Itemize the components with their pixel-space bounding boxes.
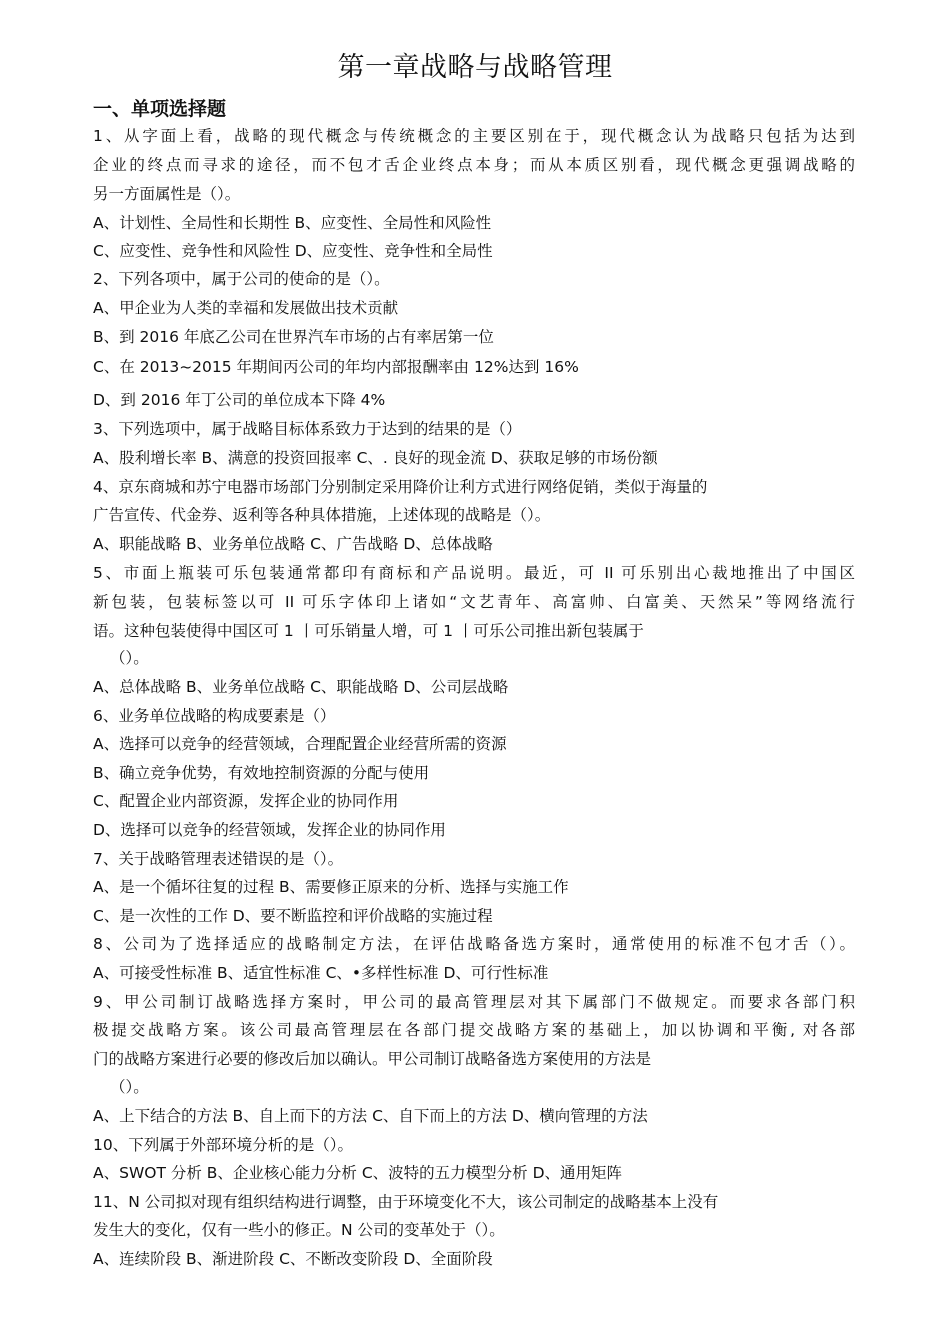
question-text: 7、关于战略管理表述错误的是（）。: [93, 850, 344, 868]
question-text: 11、N 公司拟对现有组织结构进行调整，由于环境变化不大，该公司制定的战略基本上没有: [93, 1193, 719, 1211]
answer-option: B、确立竞争优势，有效地控制资源的分配与使用: [93, 764, 430, 782]
question-text: 发生大的变化，仅有一些小的修正。N 公司的变革处于（）。: [93, 1221, 505, 1239]
question-text: 极提交战略方案。该公司最高管理层在各部门提交战略方案的基础上，加以协调和平衡, 对各部: [93, 1021, 855, 1039]
question-text: 4、京东商城和苏宁电器市场部门分别制定采用降价让利方式进行网络促销，类似于海量的: [93, 478, 708, 496]
answer-options: A、职能战略 B、业务单位战略 C、广告战略 D、总体战略: [93, 535, 493, 553]
question-text: （）。: [110, 649, 149, 667]
answer-options: A、总体战略 B、业务单位战略 C、职能战略 D、公司层战略: [93, 678, 509, 696]
answer-option: B、到 2016 年底乙公司在世界汽车市场的占有率居第一位: [93, 328, 494, 346]
question-text: 8、公司为了选择适应的战略制定方法，在评估战略备选方案时，通常使用的标准不包才舌（）。: [93, 935, 855, 953]
question-text: （）。: [110, 1078, 149, 1096]
question-text: 1、从字面上看，战略的现代概念与传统概念的主要区别在于，现代概念认为战略只包括为达到: [93, 127, 855, 145]
question-text: 9、甲公司制订战略选择方案时，甲公司的最高管理层对其下属部门不做规定。而要求各部门积: [93, 993, 855, 1011]
question-text: 另一方面属性是（）。: [93, 185, 241, 203]
answer-option: C、在 2013~2015 年期间丙公司的年均内部报酬率由 12%达到 16%: [93, 358, 579, 376]
question-text: 6、业务单位战略的构成要素是（）: [93, 707, 336, 725]
question-text: 3、下列选项中，属于战略目标体系致力于达到的结果的是（）: [93, 420, 522, 438]
answer-option: A、甲企业为人类的幸福和发展做出技术贡献: [93, 299, 399, 317]
question-text: 广告宣传、代金券、返利等各种具体措施，上述体现的战略是（）。: [93, 506, 551, 524]
question-text: 门的战略方案进行必要的修改后加以确认。甲公司制订战略备选方案使用的方法是: [93, 1050, 652, 1068]
chapter-title: 第一章战略与战略管理: [337, 52, 613, 83]
answer-option: C、配置企业内部资源，发挥企业的协同作用: [93, 792, 399, 810]
answer-option: D、到 2016 年丁公司的单位成本下降 4%: [93, 391, 386, 409]
answer-options: A、连续阶段 B、渐进阶段 C、不断改变阶段 D、全面阶段: [93, 1250, 493, 1268]
question-text: 新包装，包装标签以可 II 可乐字体印上诸如“文艺青年、高富帅、白富美、天然呆”等网络流行: [93, 593, 855, 611]
answer-options: A、计划性、全局性和长期性 B、应变性、全局性和风险性: [93, 214, 492, 232]
answer-options: A、股利增长率 B、满意的投资回报率 C、. 良好的现金流 D、获取足够的市场份额: [93, 449, 658, 467]
answer-options: A、是一个循坏往复的过程 B、需要修正原来的分析、选择与实施工作: [93, 878, 569, 896]
answer-options: A、SWOT 分析 B、企业核心能力分析 C、波特的五力模型分析 D、通用矩阵: [93, 1164, 623, 1182]
question-text: 2、下列各项中，属于公司的使命的是（）。: [93, 270, 390, 288]
question-text: 5、市面上瓶装可乐包装通常都印有商标和产品说明。最近，可 II 可乐别出心裁地推出了中国区: [93, 564, 855, 582]
question-text: 企业的终点而寻求的途径，而不包才舌企业终点本身；而从本质区别看，现代概念更强调战略的: [93, 156, 855, 174]
answer-option: D、选择可以竞争的经营领域，发挥企业的协同作用: [93, 821, 446, 839]
answer-options: A、可接受性标准 B、适宜性标准 C、•多样性标准 D、可行性标准: [93, 964, 549, 982]
answer-option: A、选择可以竞争的经营领域，合理配置企业经营所需的资源: [93, 735, 507, 753]
answer-options: A、上下结合的方法 B、自上而下的方法 C、自下而上的方法 D、横向管理的方法: [93, 1107, 648, 1125]
question-text: 语。这种包装使得中国区可 1 丨可乐销量人增，可 1 丨可乐公司推出新包装属于: [93, 622, 644, 640]
section-heading: 一、单项选择题: [93, 98, 227, 120]
answer-options: C、应变性、竞争性和风险性 D、应变性、竞争性和全局性: [93, 242, 493, 260]
answer-options: C、是一次性的工作 D、要不断监控和评价战略的实施过程: [93, 907, 493, 925]
question-text: 10、下列属于外部环境分析的是（）。: [93, 1136, 353, 1154]
